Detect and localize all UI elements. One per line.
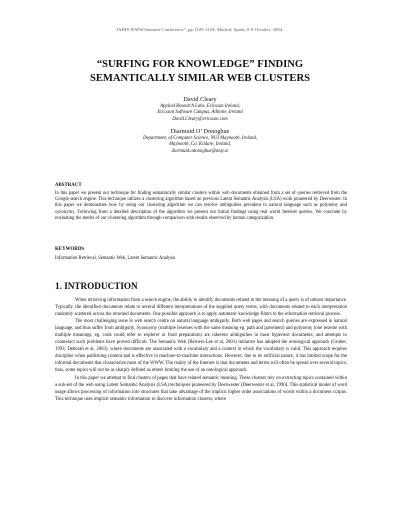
paper-title [40, 58, 360, 85]
abstract-heading: ABSTRACT [55, 183, 82, 188]
author-name: David Cleary [183, 96, 217, 103]
introduction-body [55, 297, 347, 403]
author-block-2 [60, 128, 340, 155]
author-email: diarmuid.odonoghue@may.ie [171, 148, 229, 154]
title-line-1: “SURFING FOR KNOWLEDGE” FINDING [96, 59, 304, 70]
introduction-heading: 1. INTRODUCTION [55, 281, 138, 291]
author-name: Diarmuid O’ Donoghue [170, 128, 230, 135]
author-email: David.Cleary@ericsson.com [172, 116, 228, 122]
conference-header: IADIS WWW/Internet Conference", pp 1129-1134, Madrid, Spain, 6-9 October, 2004. [116, 27, 284, 32]
body-paragraph: In this paper we attempt to find clusters of pages that have related semantic meaning. These clusters rely on extracting topics contained within a sub-set of the web using Latent Semantic Analysis (LSA) techniques pioneered by Deerwester (Deerwester et al, 1990). This statistical model of word usage allows processing of information into structures that take advantage of the implicit higher order associations of words within a document corpus. This technique uses implicit semantic information to discover information clusters, where [55, 375, 347, 402]
author-affiliation: Applied Research Labs, Ericsson Ireland, [160, 104, 240, 109]
title-line-2: SEMANTICALLY SIMILAR WEB CLUSTERS [89, 72, 311, 84]
author-affiliation: Department, of Computer Science, NUI Maynooth, Ireland, [142, 136, 258, 141]
author-affiliation: Maynooth, Co. Kildare, Ireland, [169, 142, 231, 148]
keywords-text: Information Retrieval, Semantic Web, Latent Semantic Analysis [55, 256, 176, 261]
author-affiliation: Ericsson Software Campus, Athlone, Ireland [157, 110, 243, 116]
author-block-1 [60, 96, 340, 123]
body-paragraph: The most challenging issue in web search centre on natural language ambiguity. Both web pages and search queries are expressed in natural language, and thus suffer from ambiguity. Synonymy (multiple lexemes with the same meaning eg. path and pavement) and polysemy (one lexeme with multiple meanings, eg. cook could refer to explorer or food preparation) are inherent ambiguities in most hypertext documents; and attempts to counteract such problems have proved difficult. The Semantic Web (Berners-Lee et al, 2001) initiative has adopted the ontological approach (Gruber, 1993; Deborah et al, 2003), where documents are associated with a vocabulary and a context in which the vocabulary is valid. This approach requires discipline when publishing content and is effective in machine-to-machine interactions. However, due to its artificial nature, it has limited scope for the informal documents that characterize most of the WWW. The reality of the Internet is that documents and terms will often be spread over several topics; thus, some topics will not be as sharply defined as others limiting the use of an ontological approach. [55, 319, 347, 374]
keywords-heading: KEYWORDS [55, 247, 85, 252]
body-paragraph: When retrieving information from a search engine, the ability to identify documents related to the meaning of a query is of utmost importance. Typically, the identified documents relate to several different interpretations of the supplied query terms, with documents related to each interpretation randomly scattered across the returned documents. One possible approach is to apply automatic knowledge filters to the information retrieval process. [55, 298, 347, 318]
abstract-text: In this paper we present our technique for finding semantically similar clusters within web documents obtained from a set of queries retrieved from the Google search engine. This technique utilizes a clustering algorithm based on previous Latent Semantic Analysis (LSA) work pioneered by Deerwester. In this paper we demonstrate how by using our clustering algorithm we can resolve ambiguities prevalent in natural language such as polysemy and synonymy. Following from a detailed description of the algorithm we present our initial findings using real world Internet queries. We conclude by evaluating the merits of our clustering algorithm through comparison with results observed by human categorization. [55, 191, 347, 221]
